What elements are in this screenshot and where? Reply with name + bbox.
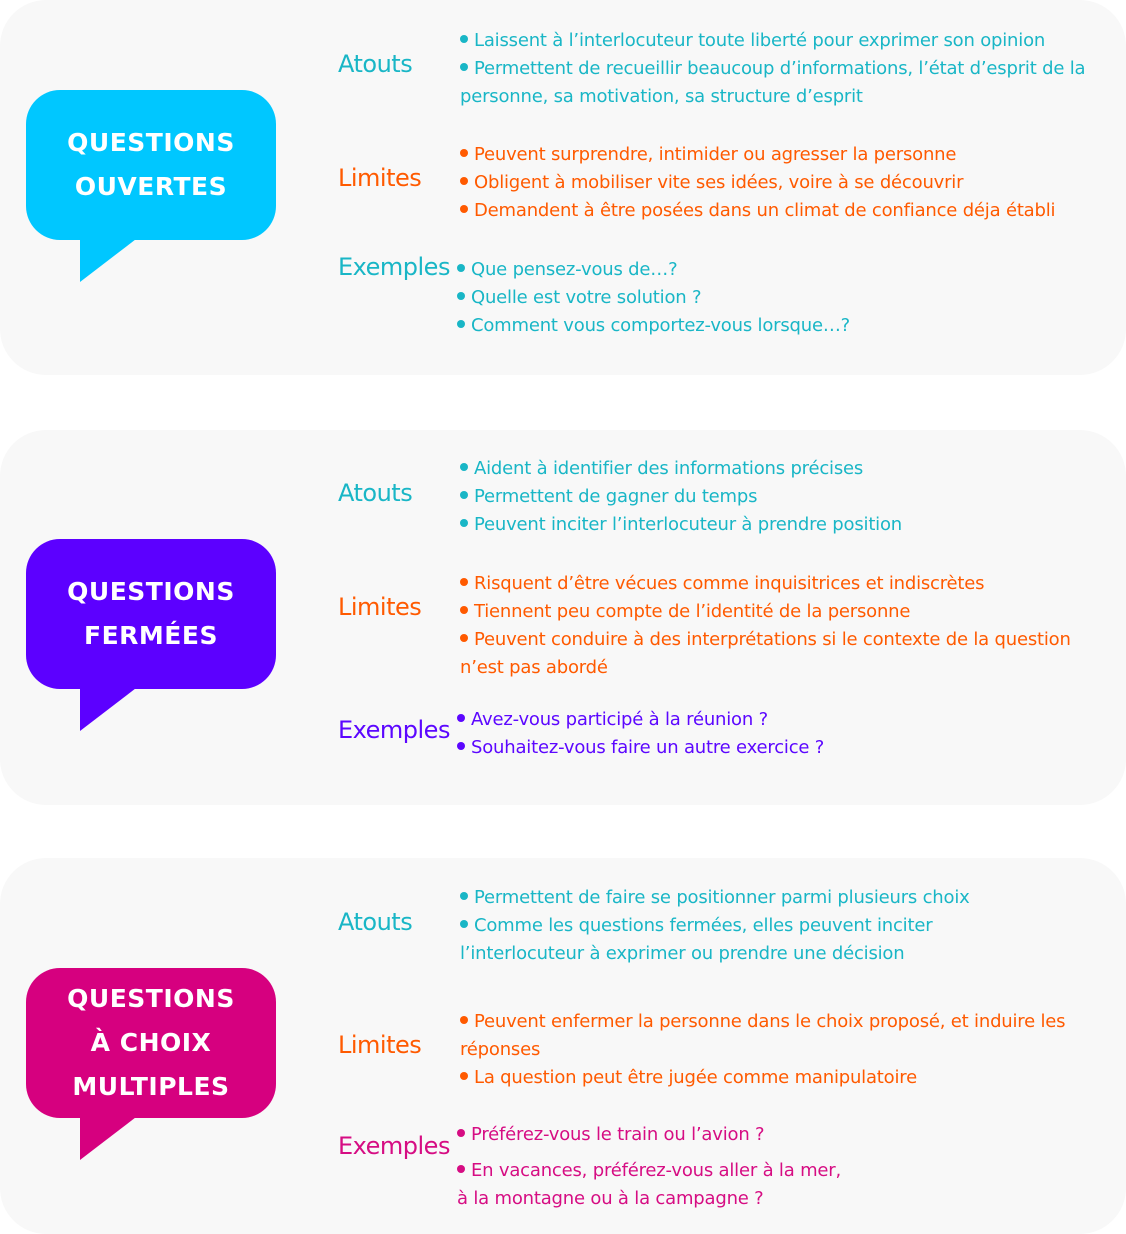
atouts-list (460, 455, 1100, 539)
bullet-icon (460, 892, 468, 900)
bullet-icon (460, 149, 468, 157)
bubble-title-line: À CHOIX (90, 1028, 212, 1057)
list-item: Laissent à l’interlocuteur toute liberté pour exprimer son opinion (460, 27, 1090, 55)
list-item: Quelle est votre solution ? (457, 284, 1097, 312)
exemples-label: Exemples (338, 1132, 450, 1160)
list-item: Aident à identifier des informations précises (460, 455, 1100, 483)
bullet-icon (457, 264, 465, 272)
bullet-icon (460, 920, 468, 928)
list-item: Permettent de faire se positionner parmi plusieurs choix (460, 884, 1060, 912)
bullet-icon (460, 634, 468, 642)
speech-bubble-questions-choix-multiples (26, 968, 276, 1118)
atouts-list (460, 884, 1060, 968)
speech-bubble-questions-ouvertes (26, 90, 276, 240)
bullet-icon (460, 177, 468, 185)
exemples-label: Exemples (338, 253, 450, 281)
bullet-icon (460, 491, 468, 499)
bullet-icon (457, 742, 465, 750)
list-item: Risquent d’être vécues comme inquisitrices et indiscrètes (460, 570, 1075, 598)
speech-bubble-tail (80, 236, 140, 282)
list-item: Peuvent conduire à des interprétations si le contexte de la question n’est pas abordé (460, 629, 1071, 678)
list-item: En vacances, préférez-vous aller à la mer, à la montagne ou à la campagne ? (457, 1160, 842, 1209)
bullet-icon (457, 292, 465, 300)
list-item: Demandent à être posées dans un climat de confiance déja établi (460, 197, 1100, 225)
speech-bubble-questions-fermees (26, 539, 276, 689)
list-item: Peuvent inciter l’interlocuteur à prendre position (460, 511, 1100, 539)
atouts-list (460, 27, 1090, 111)
bullet-icon (460, 463, 468, 471)
bubble-title-line: MULTIPLES (72, 1072, 230, 1101)
bullet-icon (457, 320, 465, 328)
limites-label: Limites (338, 1031, 422, 1059)
list-item: Comment vous comportez-vous lorsque…? (457, 312, 1097, 340)
bubble-title-line: QUESTIONS (67, 984, 235, 1013)
list-item: Tiennent peu compte de l’identité de la personne (460, 598, 1075, 626)
speech-bubble-tail (80, 1114, 140, 1160)
list-item: La question peut être jugée comme manipulatoire (460, 1064, 1075, 1092)
limites-label: Limites (338, 164, 422, 192)
list-item: Souhaitez-vous faire un autre exercice ? (457, 734, 1097, 762)
list-item: Avez-vous participé à la réunion ? (457, 706, 1097, 734)
list-item: Peuvent enfermer la personne dans le choix proposé, et induire les réponses (460, 1011, 1066, 1060)
limites-list (460, 141, 1100, 225)
atouts-label: Atouts (338, 908, 413, 936)
bubble-title-line: FERMÉES (84, 621, 218, 650)
bullet-icon (460, 606, 468, 614)
list-item: Permettent de gagner du temps (460, 483, 1100, 511)
bubble-title-line: QUESTIONS (67, 128, 235, 157)
exemples-label: Exemples (338, 716, 450, 744)
exemples-list (457, 1121, 857, 1213)
bullet-icon (460, 1072, 468, 1080)
limites-label: Limites (338, 593, 422, 621)
list-item: Que pensez-vous de…? (457, 256, 1097, 284)
atouts-label: Atouts (338, 479, 413, 507)
exemples-list (457, 706, 1097, 762)
bullet-icon (457, 714, 465, 722)
bullet-icon (460, 35, 468, 43)
bullet-icon (460, 63, 468, 71)
bullet-icon (460, 205, 468, 213)
bubble-title-line: QUESTIONS (67, 577, 235, 606)
speech-bubble-tail (80, 685, 140, 731)
list-item: Peuvent surprendre, intimider ou agresser la personne (460, 141, 1100, 169)
list-item: Préférez-vous le train ou l’avion ? (457, 1121, 857, 1149)
limites-list (460, 1008, 1075, 1092)
bullet-icon (460, 578, 468, 586)
bullet-icon (460, 1016, 468, 1024)
exemples-list (457, 256, 1097, 340)
atouts-label: Atouts (338, 50, 413, 78)
list-item: Obligent à mobiliser vite ses idées, voire à se découvrir (460, 169, 1100, 197)
bubble-title-line: OUVERTES (74, 172, 228, 201)
list-item: Permettent de recueillir beaucoup d’informations, l’état d’esprit de la personne, sa motivation, sa structure d’esprit (460, 58, 1086, 107)
limites-list (460, 570, 1075, 682)
bullet-icon (460, 519, 468, 527)
list-item: Comme les questions fermées, elles peuvent inciter l’interlocuteur à exprimer ou prendre une décision (460, 915, 933, 964)
bullet-icon (457, 1129, 465, 1137)
bullet-icon (457, 1165, 465, 1173)
